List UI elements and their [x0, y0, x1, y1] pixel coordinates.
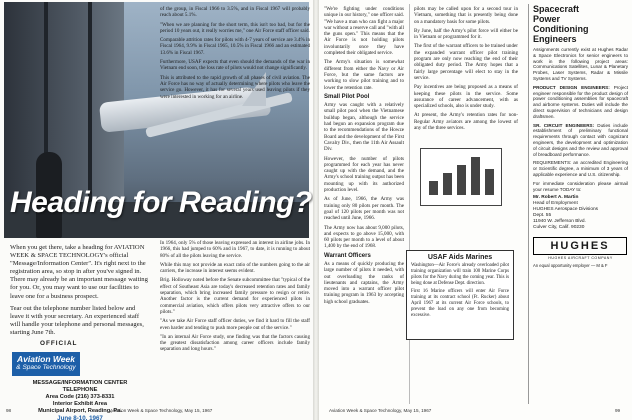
article-paragraph: At present, the Army's retention rates for non-Regular Army aviators are among the lowest of any of the three services. — [414, 112, 518, 132]
ad-section-title: SR. CIRCUIT ENGINEERS: — [533, 122, 595, 128]
ad-paragraph: When you get there, take a heading for AVIATION WEEK & SPACE TECHNOLOGY's official "Message/Information Center". It's right next to the registration area, so stop in after you've signed in. There may already be an important message waiting for you. Or, you may want to use our facilities to leave one for a business prospect. — [10, 244, 148, 300]
ad-title-line: Conditioning — [533, 24, 589, 34]
page-footer-title: Aviation Week & Space Technology, May 15, 1967 — [110, 408, 213, 413]
article-paragraph: "As we take Air Force staff officer duties, we find it hard to fill the staff even harder and tending to push more people out of the service." — [160, 318, 310, 331]
ad-title-line: Engineers — [533, 34, 577, 44]
article-paragraph: Army was caught with a relatively small pilot pool when the Vietnamese buildup began, although the service had begun an expansion program due to the recommendations of the Howze Board and the development of the First Cavalry Div., then the 11th Air Assault Div. — [324, 102, 404, 153]
ad-section-title: PRODUCT DESIGN ENGINEERS: — [533, 84, 610, 90]
ad-title-line: Spacecraft — [533, 4, 580, 14]
contact-line: Interior Exhibit Area — [52, 401, 108, 407]
left-page — [0, 0, 313, 420]
article-paragraph: pilots may be called upon for a second tour in Vietnam, something that is presently being done on a mandatory basis for some pilots. — [414, 6, 518, 25]
ad-requirements: REQUIREMENTS: an accredited Engineering or Scientific degree, a minimum of 3 years of applicable experience and U.S. citizenship. — [533, 160, 628, 177]
logo-line: Aviation Week — [17, 354, 75, 364]
chart-bar — [485, 169, 494, 195]
article-column-b — [414, 6, 518, 134]
article-paragraph: As of June, 1966, the Army was training only 80 pilots per month. The goal of 120 pilots per month was not reached until June, 1966. — [324, 196, 404, 222]
article-paragraph: In 1964, only 5% of those leaving expressed an interest in airline jobs. In 1966, this had jumped to 60% and in 1967, to date, it is running to about 80% of all the pilots leaving the service. — [160, 240, 310, 259]
article-paragraph: This is attributed to the rapid growth of all phases of civil aviation. The Air Force has no way of actually determining where pilots who leave the service go. However, it has for several years used leaving pilots if they were interested in working for an airline. — [160, 74, 310, 100]
article-column-a — [324, 6, 404, 308]
box-title: USAF Aids Marines — [427, 254, 493, 261]
contact-line: Municipal Airport, Reading, Pa. — [38, 408, 122, 414]
article-paragraph: "In an internal Air Force study, one finding was that the factors causing the greatest dissatisfaction among career officers include family separation and long hours." — [160, 333, 310, 353]
equal-opportunity-note: An equal opportunity employer — M & F — [533, 263, 608, 269]
article-paragraph: The first of the warrant officers to be trained under the expanded warrant officer pilot training program are only now reaching the end of their obligated duty period. The Army hopes that a fairly large percentage will elect to stay in the service. — [414, 43, 518, 81]
contact-block — [12, 380, 148, 420]
article-paragraph: While this may not provide an exact ratio of the numbers going to the air carriers, the increase in interest seems evident. — [160, 261, 310, 275]
article-paragraph: As a means of quickly producing the large number of pilots it needed, with out overloading the ranks of lieutenants and captains, the Army moved into a warrant officer pilot training program in 1963 by accepting high school graduates. — [324, 260, 404, 305]
contact-date: June 8-10, 1967 — [57, 415, 103, 420]
article-paragraph: The Army's situation is somewhat different from either the Navy or Air Force, but the same factors are working to slow pilot training and to lower the retention rate. — [324, 59, 404, 91]
usaf-aids-marines-box — [406, 250, 514, 340]
address-line: Culver City, Calif. 90230 — [533, 225, 585, 231]
article-subheading: Warrant Officers — [324, 252, 371, 259]
article-paragraph: "When we are planning for the short term, this isn't too bad, but for the period 10 years out, it really worries me," one Air Force staff officer said. — [160, 21, 310, 34]
chart-bar — [457, 165, 466, 195]
address-line: HUGHES Aerospace Divisions — [533, 207, 599, 213]
chart-bar — [471, 157, 480, 195]
hughes-logo: HUGHES — [533, 237, 627, 255]
article-paragraph: By June, half the Army's pilot force will either be in Vietnam or programmed for it. — [414, 27, 518, 41]
ad-intro: Assignments currently exist at Hughes Radar & Space Electronics for senior engineers to work in the following project areas: Communications Satellites, Lunar & Planetary Probes, Laser Systems, Radar & Missile Systems and TV Systems. — [533, 47, 628, 81]
ad-headline: Heading for Reading? — [10, 186, 312, 219]
box-paragraph: First 16 Marine officers will enter Air Force training at its contract school (Ft. Rucker) about April 1967 at its current Air Force schools, to prevent the load on any one from becoming excessive. — [411, 289, 509, 318]
ad-address — [533, 195, 628, 231]
ad-body — [10, 244, 148, 341]
logo-line: & Space Technology — [16, 364, 76, 371]
address-line: Mr. Robert A. Martin — [533, 195, 579, 201]
article-paragraph: However, the number of pilots programmed for each year has never caught up with the demand, and the Army's school training output has been mounting up with its authorized production level. — [324, 155, 404, 194]
column-rule — [409, 4, 410, 404]
address-line: Head of Employment — [533, 201, 578, 207]
box-paragraph: Washington—Air Force's already overloaded pilot training organization will train 100 Marine Corps pilots for the Navy during the coming year. This is being done at Defense Dept. direction. — [411, 263, 509, 286]
ad-section-body: Duties include establishment of preliminary functional requirements through contact with cognizant engineers, the development and optimization of circuit designs and the review and approval of breadboard performance. — [533, 122, 628, 157]
ad-section — [533, 85, 628, 120]
ad-paragraph: Tear out the telephone number listed below and leave it with your secretary. An experienced staff will handle your telephone and personal messages, starting June 7th. — [10, 304, 144, 336]
contact-line: TELEPHONE — [62, 387, 98, 393]
contact-line: MESSAGE/INFORMATION CENTER — [32, 380, 128, 386]
page-footer-title: Aviation Week & Space Technology, May 15, 1967 — [329, 408, 432, 413]
article-paragraph: of the group, in Fiscal 1966 to 3.5%, and in Fiscal 1967 will probably reach about 5.1%. — [160, 6, 310, 19]
article-paragraph: Brig. Holloway noted before the Senate subcommittee that "typical of the effect of Southeast Asia are today's decreased retention rates and family separation, which bring increased family pressure to resign or retire. Another factor is the current demand for experienced pilots in commercial aviation, which offers pilots very attractive offers to our pilots." — [160, 277, 310, 315]
official-label: OFFICIAL — [40, 340, 78, 347]
article-subheading: Small Pilot Pool — [324, 93, 370, 100]
aviation-week-logo — [12, 352, 80, 376]
ad-title — [533, 4, 628, 44]
article-column-upper — [160, 6, 310, 103]
article-paragraph: Comparable attrition rates for pilots with 4-7 years of service are 3.4% in Fiscal 1964, 9.9% in Fiscal 1965, 10.5% in Fiscal 1966 and an estimated 13.6% in Fiscal 1967. — [160, 37, 310, 56]
page-number: 98 — [6, 408, 12, 413]
ad-section — [533, 123, 628, 158]
hughes-logo-subtitle: HUGHES AIRCRAFT COMPANY — [548, 256, 613, 261]
pilot-chart-illustration — [420, 148, 502, 206]
ad-title-line: Power — [533, 14, 561, 24]
chart-bar — [429, 181, 438, 195]
ad-consideration: For immediate consideration please airmail your resume TODAY to: — [533, 180, 628, 192]
contact-line: Area Code (216) 373-8331 — [45, 394, 115, 400]
article-paragraph: Furthermore, USAF expects that even should the demands of the war in Vietnam end soon, the loss rate of pilots would not change significantly. — [160, 59, 310, 72]
ad-section-body: Project engineer responsible for the product design of power conditioning assemblies for spacecraft and airborne systems. Duties will include the direct supervision of technicians and design draftsmen. — [533, 84, 629, 119]
article-paragraph: The Army now has about 9,000 pilots, and expects to go above 15,000, with 60 pilots per month to a level of about 1,400 by the end of 1968. — [324, 224, 404, 250]
article-paragraph: Pay incentives are being proposed as a means of keeping these pilots in the service. Some assurance of career advancement, with as specialized schools, also is under study. — [414, 84, 518, 110]
address-line: Dept. 55 — [533, 213, 552, 219]
article-column-lower — [160, 240, 310, 356]
page-number: 99 — [615, 408, 621, 413]
hughes-classified-ad — [528, 4, 628, 404]
chart-bar — [443, 173, 452, 195]
address-line: 11940 W. Jefferson Blvd. — [533, 219, 586, 225]
article-paragraph: "We're fighting under conditions unique in our history," one officer said. "We have a man who can fight a major war without a reserve call and "with all the guns open." This means that the Air Force is not holding pilots involuntarily once they have completed their obligated service. — [324, 6, 405, 57]
